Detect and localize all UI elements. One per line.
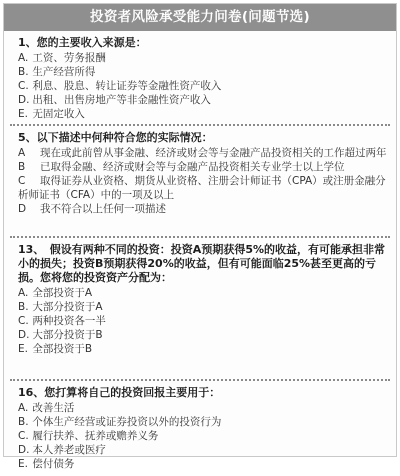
option-key: B <box>18 161 26 173</box>
option-e <box>18 107 387 121</box>
option-text: 大部分投资于A <box>32 301 103 313</box>
option-text: 大部分投资于B <box>32 329 103 341</box>
question-5 <box>4 126 396 236</box>
option-text: 无固定收入 <box>32 108 85 120</box>
option-key: C. <box>18 315 29 327</box>
option-key: A. <box>18 287 29 299</box>
option-text: 取得证券从业资格、期货从业资格、注册会计师证书（CPA）或注册金融分析师证书（CFA）中的一项及以上 <box>18 175 386 201</box>
option-e <box>18 457 387 471</box>
option-key: B. <box>18 416 29 428</box>
question-13 <box>4 238 396 379</box>
option-key: A. <box>18 52 29 64</box>
option-text: 我不符合以上任何一项描述 <box>40 203 166 215</box>
option-d <box>18 93 387 107</box>
option-a <box>18 51 387 65</box>
option-c <box>18 314 387 328</box>
option-c <box>18 79 387 93</box>
question-text: 5、以下描述中何种符合您的实际情况： <box>18 131 213 144</box>
option-b <box>18 415 387 429</box>
question-text: 1、您的主要收入来源是： <box>18 36 147 49</box>
option-text: 改善生活 <box>32 402 75 414</box>
option-b <box>18 300 387 314</box>
option-key: A <box>18 147 26 159</box>
option-text: 已取得金融、经济或财会等与金融产品投资相关专业学士以上学位 <box>40 161 345 173</box>
option-key: E. <box>18 343 28 355</box>
option-a <box>18 286 387 300</box>
option-d <box>18 328 387 342</box>
option-text: 两种投资各一半 <box>32 315 106 327</box>
questionnaire-page <box>3 3 397 470</box>
question-text: 16、您打算将自己的投资回报主要用于： <box>18 386 221 399</box>
option-text: 利息、股息、转让证券等金融性资产收入 <box>32 80 222 92</box>
option-text: 生产经营所得 <box>32 66 96 78</box>
option-a <box>18 146 387 160</box>
option-text: 全部投资于B <box>32 343 93 355</box>
option-text: 出租、出售房地产等非金融性资产收入 <box>32 94 211 106</box>
option-key: D <box>18 203 27 215</box>
option-c <box>18 429 387 443</box>
option-c <box>18 174 387 202</box>
option-text: 全部投资于A <box>32 287 93 299</box>
question-1 <box>4 31 396 124</box>
option-text: 履行扶养、抚养或赡养义务 <box>32 430 159 442</box>
option-d <box>18 443 387 457</box>
option-key: D. <box>18 329 30 341</box>
option-b <box>18 65 387 79</box>
option-key: C. <box>18 430 29 442</box>
option-key: E. <box>18 458 28 470</box>
option-key: C <box>18 175 26 187</box>
option-key: E. <box>18 108 28 120</box>
option-key: D. <box>18 444 30 456</box>
question-text: 13、 假设有两种不同的投资：投资A预期获得5%的收益，有可能承担非常小的损失；投资B预期获得20%的收益，但有可能面临25%甚至更高的亏损。您将您的投资资产分配为： <box>18 243 385 284</box>
option-text: 工资、劳务报酬 <box>32 52 106 64</box>
option-b <box>18 160 387 174</box>
page-title: 投资者风险承受能力问卷(问题节选) <box>4 4 396 31</box>
option-key: A. <box>18 402 29 414</box>
option-key: B. <box>18 66 29 78</box>
option-text: 现在或此前曾从事金融、经济或财会等与金融产品投资相关的工作超过两年 <box>40 147 387 159</box>
option-key: C. <box>18 80 29 92</box>
option-text: 本人养老或医疗 <box>32 444 106 456</box>
option-key: B. <box>18 301 29 313</box>
option-key: D. <box>18 94 30 106</box>
option-e <box>18 342 387 356</box>
option-text: 个体生产经营或证券投资以外的投资行为 <box>32 416 222 428</box>
option-text: 偿付债务 <box>32 458 75 470</box>
question-16 <box>4 381 396 476</box>
option-a <box>18 401 387 415</box>
option-d <box>18 202 387 216</box>
